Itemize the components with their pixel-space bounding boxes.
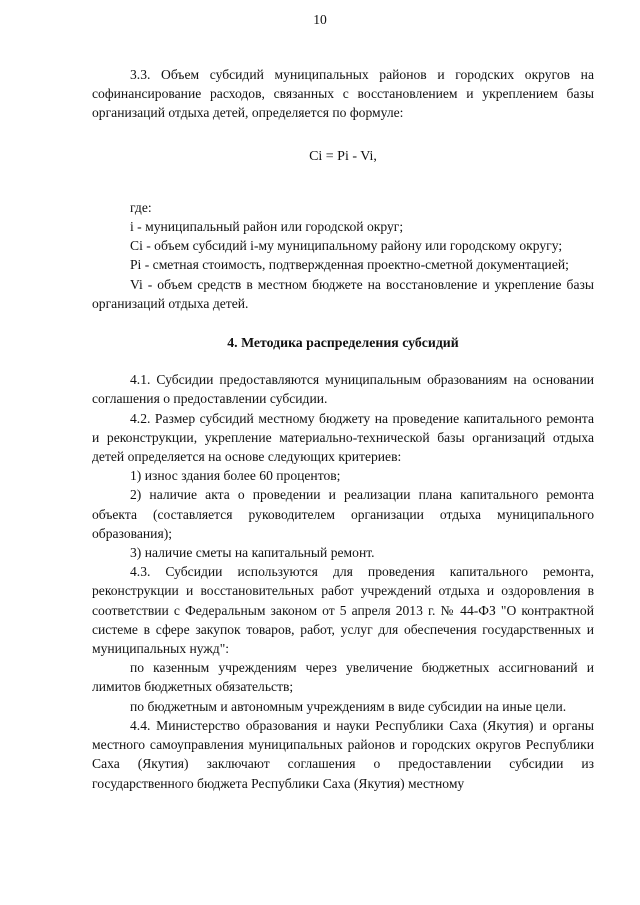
where-label: где: bbox=[130, 199, 152, 215]
definition-pi: Pi - сметная стоимость, подтвержденная проектно-сметной документацией; bbox=[130, 257, 569, 273]
formula: Ci = Pi - Vi, bbox=[309, 148, 377, 164]
paragraph-4-3-kazennye: по казенным учреждениям через увеличение бюджетных ассигнований и лимитов бюджетных обязательств; bbox=[92, 660, 594, 695]
criterion-2: 2) наличие акта о проведении и реализации плана капитального ремонта объекта (составляется руководителем организации отдыха муниципального образования); bbox=[92, 487, 594, 541]
definition-vi: Vi - объем средств в местном бюджете на восстановление и укрепление базы организаций отдыха детей. bbox=[92, 276, 594, 311]
paragraph-3-3: 3.3. Объем субсидий муниципальных районов и городских округов на софинансирование расходов, связанных с восстановлением и укреплением базы организаций отдыха детей, определяется по формуле: bbox=[92, 67, 594, 121]
paragraph-4-3: 4.3. Субсидии используются для проведения капитального ремонта, реконструкции и восстановительных работ учреждений отдыха и оздоровления в соответствии с Федеральным законом от 5 апреля 2013 г. № 44-ФЗ "О контрактной системе в сфере закупок товаров, работ, услуг для обеспечения государственных и муниципальных нужд": bbox=[92, 564, 594, 657]
definition-ci: Ci - объем субсидий i-му муниципальному району или городскому округу; bbox=[130, 238, 563, 254]
paragraph-4-1: 4.1. Субсидии предоставляются муниципальным образованиям на основании соглашения о предоставлении субсидии. bbox=[92, 372, 594, 407]
page-number: 10 bbox=[313, 12, 327, 27]
section-4-heading: 4. Методика распределения субсидий bbox=[227, 335, 459, 351]
document-body bbox=[92, 65, 594, 793]
paragraph-4-4: 4.4. Министерство образования и науки Республики Саха (Якутия) и органы местного самоуправления муниципальных районов и городских округов Республики Саха (Якутия) заключают соглашения о предоставлении субсидии из государственного бюджета Республики Саха (Якутия) местному bbox=[92, 717, 594, 791]
definition-i: i - муниципальный район или городской округ; bbox=[130, 219, 404, 235]
paragraph-4-3-budgetnye: по бюджетным и автономным учреждениям в виде субсидии на иные цели. bbox=[130, 698, 567, 714]
paragraph-4-2: 4.2. Размер субсидий местному бюджету на проведение капитального ремонта и реконструкции, укрепление материально-технической базы организаций отдыха детей определяется на основе следующих критериев: bbox=[92, 410, 594, 465]
criterion-3: 3) наличие сметы на капитальный ремонт. bbox=[130, 545, 375, 561]
criterion-1: 1) износ здания более 60 процентов; bbox=[130, 468, 341, 484]
